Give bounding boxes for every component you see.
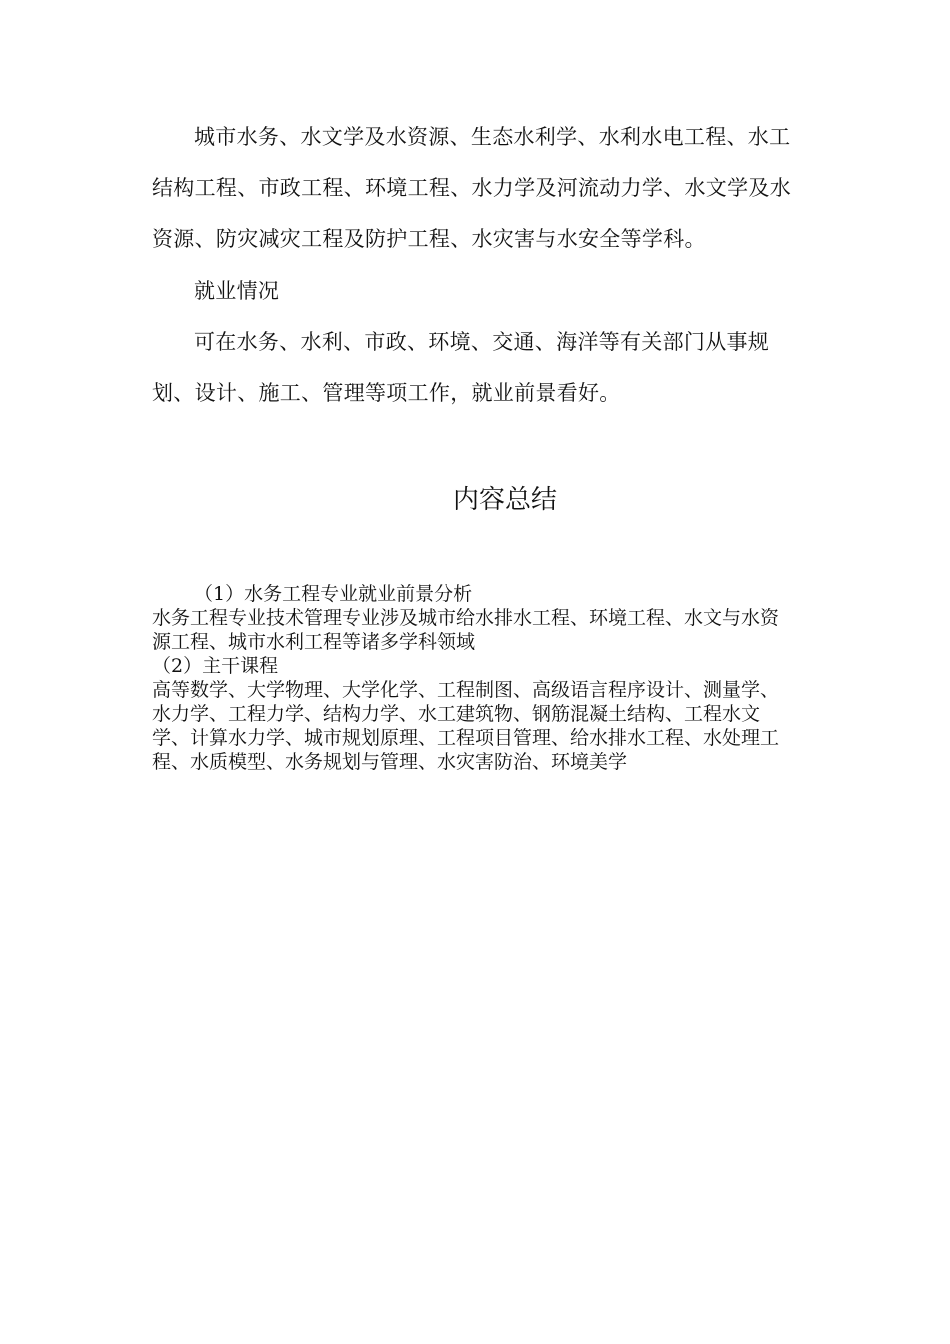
summary-item1-heading: （1）水务工程专业就业前景分析 xyxy=(194,583,473,605)
employment-heading: 就业情况 xyxy=(194,279,280,303)
paragraph-disciplines: 城市水务、水文学及水资源、生态水利学、水利水电工程、水工结构工程、市政工程、环境工程、水力学及河流动力学、水文学及水资源、防灾减灾工程及防护工程、水灾害与水安全等学科。 xyxy=(152,125,791,251)
paragraph-employment: 可在水务、水利、市政、环境、交通、海洋等有关部门从事规划、设计、施工、管理等项工作，就业前景看好。 xyxy=(152,330,770,405)
summary-item2-heading: （2）主干课程 xyxy=(152,655,279,677)
summary-title: 内容总结 xyxy=(452,485,557,515)
summary-item2-text: 高等数学、大学物理、大学化学、工程制图、高级语言程序设计、测量学、水力学、工程力学、结构力学、水工建筑物、钢筋混凝土结构、工程水文学、计算水力学、城市规划原理、工程项目管理、给水排水工程、水处理工程、水质模型、水务规划与管理、水灾害防治、环境美学 xyxy=(152,679,780,773)
summary-item1-text: 水务工程专业技术管理专业涉及城市给水排水工程、环境工程、水文与水资源工程、城市水利工程等诸多学科领域 xyxy=(152,607,780,653)
